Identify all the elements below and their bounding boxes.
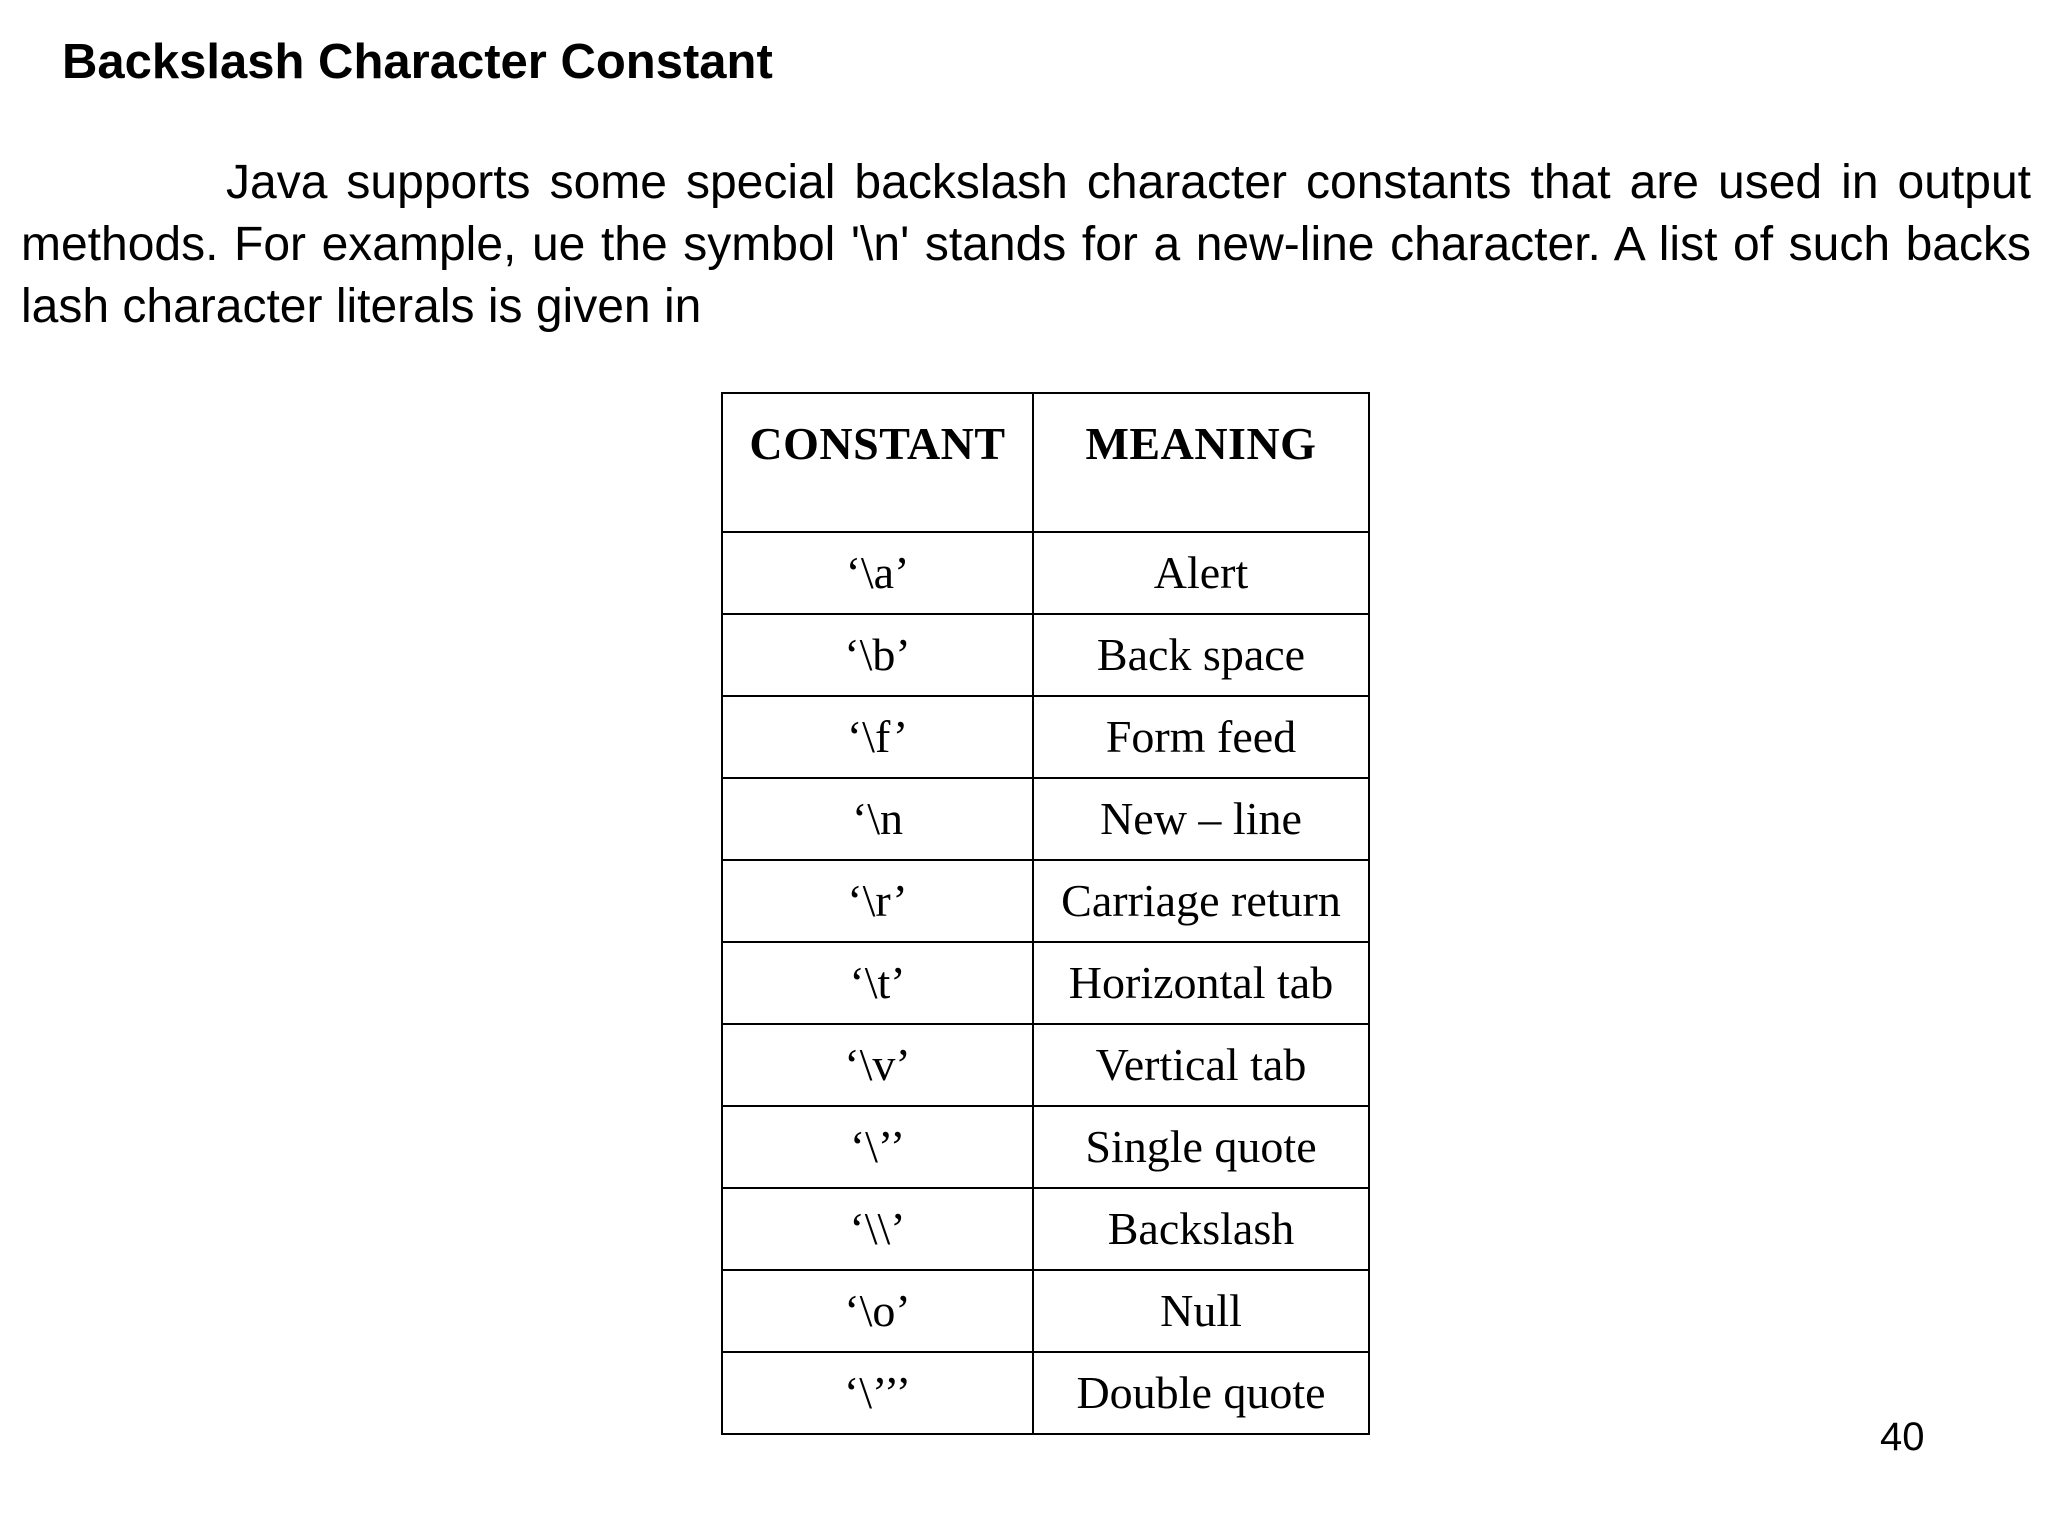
table-row — [722, 1024, 1369, 1106]
table-row — [722, 1106, 1369, 1188]
meaning-cell: Alert — [1033, 532, 1369, 614]
meaning-cell: Back space — [1033, 614, 1369, 696]
constant-cell: ‘\f’ — [722, 696, 1033, 778]
table-row — [722, 860, 1369, 942]
meaning-cell: Horizontal tab — [1033, 942, 1369, 1024]
table-row — [722, 1270, 1369, 1352]
table-row — [722, 1352, 1369, 1434]
constant-cell: ‘\\’ — [722, 1188, 1033, 1270]
section-heading: Backslash Character Constant — [62, 35, 773, 89]
meaning-cell: New – line — [1033, 778, 1369, 860]
table-row — [722, 778, 1369, 860]
page-number: 40 — [1880, 1415, 1925, 1459]
backslash-constants-table — [721, 392, 1370, 1435]
table-row — [722, 696, 1369, 778]
constant-cell: ‘\r’ — [722, 860, 1033, 942]
table-row — [722, 942, 1369, 1024]
constant-cell: ‘\v’ — [722, 1024, 1033, 1106]
meaning-cell: Backslash — [1033, 1188, 1369, 1270]
table-header-row — [722, 393, 1369, 532]
constant-cell: ‘\’’ — [722, 1106, 1033, 1188]
meaning-cell: Carriage return — [1033, 860, 1369, 942]
constant-cell: ‘\n — [722, 778, 1033, 860]
meaning-cell: Form feed — [1033, 696, 1369, 778]
meaning-cell: Null — [1033, 1270, 1369, 1352]
table-row — [722, 614, 1369, 696]
constant-cell: ‘\’’’ — [722, 1352, 1033, 1434]
table-row — [722, 1188, 1369, 1270]
constant-cell: ‘\t’ — [722, 942, 1033, 1024]
table-row — [722, 532, 1369, 614]
meaning-cell: Vertical tab — [1033, 1024, 1369, 1106]
column-header-meaning: MEANING — [1033, 393, 1369, 532]
constant-cell: ‘\o’ — [722, 1270, 1033, 1352]
meaning-cell: Single quote — [1033, 1106, 1369, 1188]
intro-paragraph: Java supports some special backslash character constants that are used in output methods. For example, ue the symbol '\n' stands for a new-line character. A list of such backs lash character literals is given in — [21, 156, 2031, 333]
meaning-cell: Double quote — [1033, 1352, 1369, 1434]
constant-cell: ‘\a’ — [722, 532, 1033, 614]
constant-cell: ‘\b’ — [722, 614, 1033, 696]
column-header-constant: CONSTANT — [722, 393, 1033, 532]
